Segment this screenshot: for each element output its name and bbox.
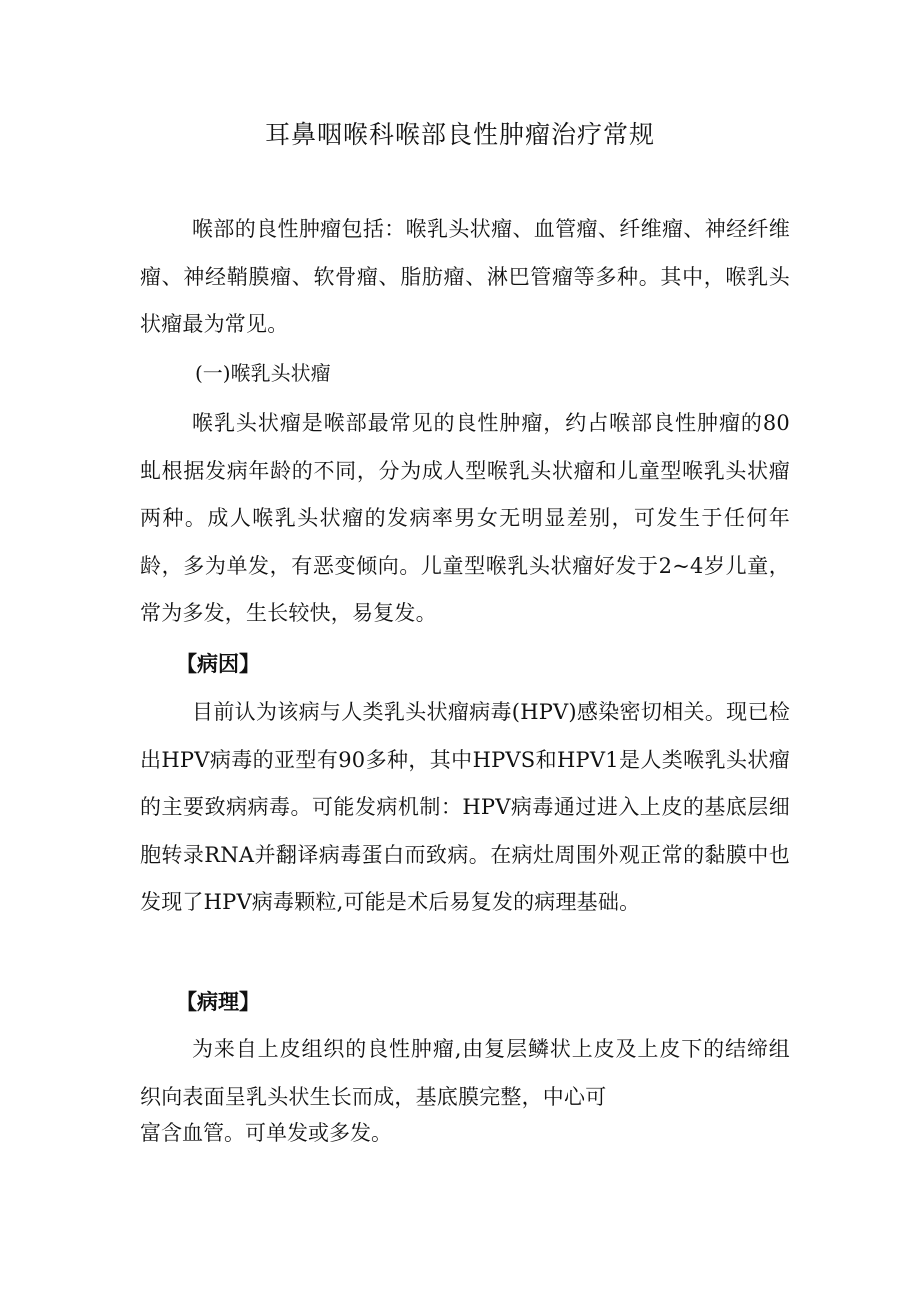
etiology-heading: 【病因】 xyxy=(176,652,260,676)
section-one-heading: (一)喉乳头状瘤 xyxy=(195,361,331,385)
pathology-heading: 【病理】 xyxy=(176,990,260,1014)
etiology-paragraph: 目前认为该病与人类乳头状瘤病毒(HPV)感染密切相关。现已检出HPV病毒的亚型有90多种，其中HPVS和HPV1是人类喉乳头状瘤的主要致病病毒。可能发病机制：HPV病毒通过进入上皮的基底层细胞转录RNA并翻译病毒蛋白而致病。在病灶周围外观正常的黏膜中也发现了HPV病毒颗粒,可能是术后易复发的病理基础。 xyxy=(140,700,790,914)
document-title: 耳鼻咽喉科喉部良性肿瘤治疗常规 xyxy=(264,120,655,149)
section-one-paragraph: 喉乳头状瘤是喉部最常见的良性肿瘤，约占喉部良性肿瘤的80虬根据发病年龄的不同，分为成人型喉乳头状瘤和儿童型喉乳头状瘤两种。成人喉乳头状瘤的发病率男女无明显差别，可发生于任何年龄，多为单发，有恶变倾向。儿童型喉乳头状瘤好发于2~4岁儿童，常为多发，生长较快，易复发。 xyxy=(140,411,790,625)
pathology-tail-line: 富含血管。可单发或多发。 xyxy=(140,1121,392,1145)
intro-paragraph: 喉部的良性肿瘤包括：喉乳头状瘤、血管瘤、纤维瘤、神经纤维瘤、神经鞘膜瘤、软骨瘤、脂肪瘤、淋巴管瘤等多种。其中，喉乳头状瘤最为常见。 xyxy=(140,217,790,336)
pathology-paragraph: 为来自上皮组织的良性肿瘤,由复层鳞状上皮及上皮下的结缔组织向表面呈乳头状生长而成，基底膜完整，中心可 xyxy=(140,1037,790,1109)
